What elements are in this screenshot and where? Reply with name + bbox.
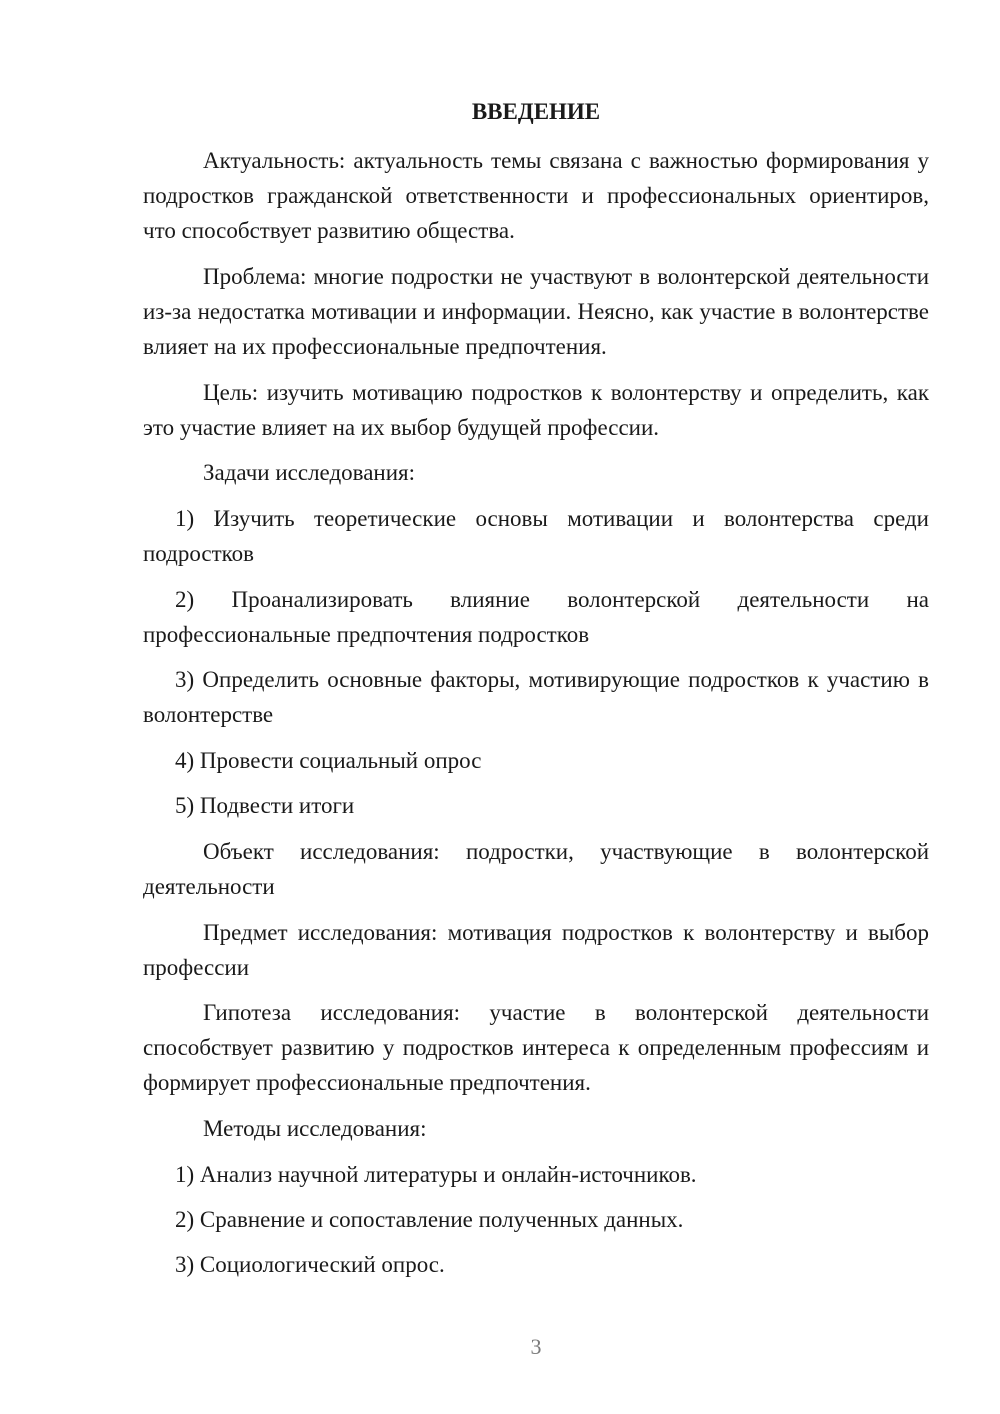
list-item-task-1: 1) Изучить теоретические основы мотивации и волонтерства среди подростков: [143, 506, 929, 566]
list-item-method-2: 2) Сравнение и сопоставление полученных данных.: [175, 1207, 684, 1232]
paragraph-subject: Предмет исследования: мотивация подростков к волонтерству и выбор профессии: [143, 920, 929, 980]
paragraph-object: Объект исследования: подростки, участвующие в волонтерской деятельности: [143, 839, 929, 899]
paragraph-problem: Проблема: многие подростки не участвуют в волонтерской деятельности из-за недостатка мотивации и информации. Неясно, как участие в волонтерстве влияет на их профессиональные предпочтения.: [143, 264, 929, 359]
paragraph-relevance: Актуальность: актуальность темы связана с важностью формирования у подростков гражданской ответственности и профессиональных ориентиров, что способствует развитию общества.: [143, 148, 929, 243]
list-item-method-1: 1) Анализ научной литературы и онлайн-источников.: [175, 1162, 697, 1187]
list-item-task-3: 3) Определить основные факторы, мотивирующие подростков к участию в волонтерстве: [143, 667, 929, 727]
page-title: ВВЕДЕНИЕ: [471, 99, 601, 124]
list-item-task-4: 4) Провести социальный опрос: [175, 748, 482, 773]
list-item-method-3: 3) Социологический опрос.: [175, 1252, 445, 1277]
paragraph-goal: Цель: изучить мотивацию подростков к волонтерству и определить, как это участие влияет на их выбор будущей профессии.: [143, 380, 929, 440]
paragraph-tasks-heading: Задачи исследования:: [203, 460, 416, 485]
paragraph-methods-heading: Методы исследования:: [203, 1116, 427, 1141]
page-number: 3: [530, 1334, 542, 1359]
list-item-task-5: 5) Подвести итоги: [175, 793, 355, 818]
paragraph-hypothesis: Гипотеза исследования: участие в волонтерской деятельности способствует развитию у подростков интереса к определенным профессиям и формирует профессиональные предпочтения.: [143, 1000, 929, 1095]
list-item-task-2: 2) Проанализировать влияние волонтерской деятельности на профессиональные предпочтения подростков: [143, 587, 929, 647]
